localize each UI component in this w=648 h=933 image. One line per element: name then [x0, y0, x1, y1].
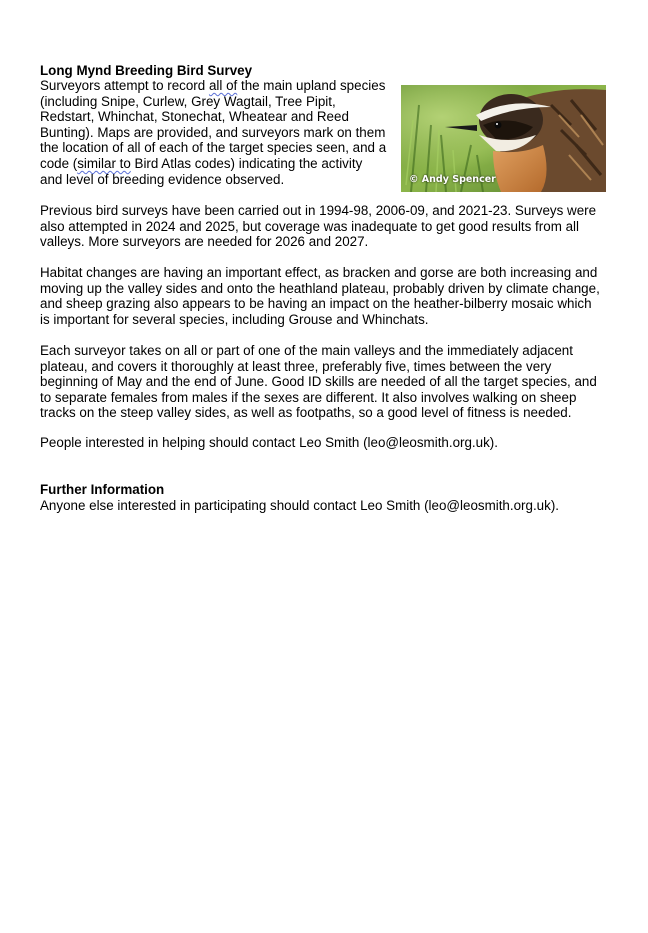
intro-line: and level of breeding evidence observed.	[40, 171, 285, 187]
further-info-paragraph	[40, 498, 612, 514]
para-line: is important for several species, including Grouse and Whinchats.	[40, 311, 429, 327]
intro-line: (including Snipe, Curlew, Grey Wagtail, Tree Pipit,	[40, 93, 336, 109]
para-line: to separate females from males if the sexes are different. It also involves walking on sheep	[40, 389, 577, 405]
intro-line: Surveyors attempt to record all of the main upland species	[40, 78, 386, 93]
spellcheck-mark: similar to	[77, 155, 131, 171]
history-paragraph	[40, 203, 612, 250]
para-line: Previous bird surveys have been carried out in 1994-98, 2006-09, and 2021-23. Surveys were	[40, 203, 597, 218]
further-info-text: Anyone else interested in participating should contact Leo Smith (leo@leosmith.org.uk).	[40, 498, 559, 513]
intro-line: Bunting). Maps are provided, and surveyors mark on them	[40, 124, 386, 140]
para-line: Habitat changes are having an important effect, as bracken and gorse are both increasing and	[40, 265, 598, 280]
intro-paragraph	[40, 78, 396, 187]
intro-line: the location of all of each of the target species seen, and a	[40, 140, 387, 156]
para-line: and sheep grazing also appears to be having an impact on the heather-bilberry mosaic which	[40, 296, 592, 312]
para-line: also attempted in 2024 and 2025, but coverage was inadequate to get good results from all	[40, 218, 579, 234]
intro-line: Redstart, Whinchat, Stonechat, Wheatear and Reed	[40, 109, 349, 125]
photo-credit: © Andy Spencer	[409, 174, 496, 185]
para-line: Each surveyor takes on all or part of one of the main valleys and the immediately adjacent	[40, 343, 573, 358]
intro-line: code (similar to Bird Atlas codes) indicating the activity	[40, 155, 363, 171]
document-title: Long Mynd Breeding Bird Survey	[40, 63, 253, 78]
para-line: valleys. More surveyors are needed for 2026 and 2027.	[40, 234, 369, 250]
method-paragraph	[40, 343, 612, 421]
spellcheck-mark: all of	[208, 78, 238, 93]
habitat-paragraph	[40, 265, 612, 327]
para-line: beginning of May and the end of June. Good ID skills are needed of all the target species, and	[40, 374, 597, 390]
bird-photo	[401, 85, 606, 192]
further-info-heading: Further Information	[40, 482, 165, 497]
contact-paragraph	[40, 435, 612, 451]
para-line: moving up the valley sides and onto the heathland plateau, probably driven by climate change,	[40, 280, 600, 296]
para-line: plateau, and covers it thoroughly at least three, preferably five, times between the very	[40, 358, 552, 374]
contact-text: People interested in helping should contact Leo Smith (leo@leosmith.org.uk).	[40, 435, 498, 450]
para-line: tracks on the steep valley sides, as well as footpaths, so a good level of fitness is needed.	[40, 405, 572, 421]
